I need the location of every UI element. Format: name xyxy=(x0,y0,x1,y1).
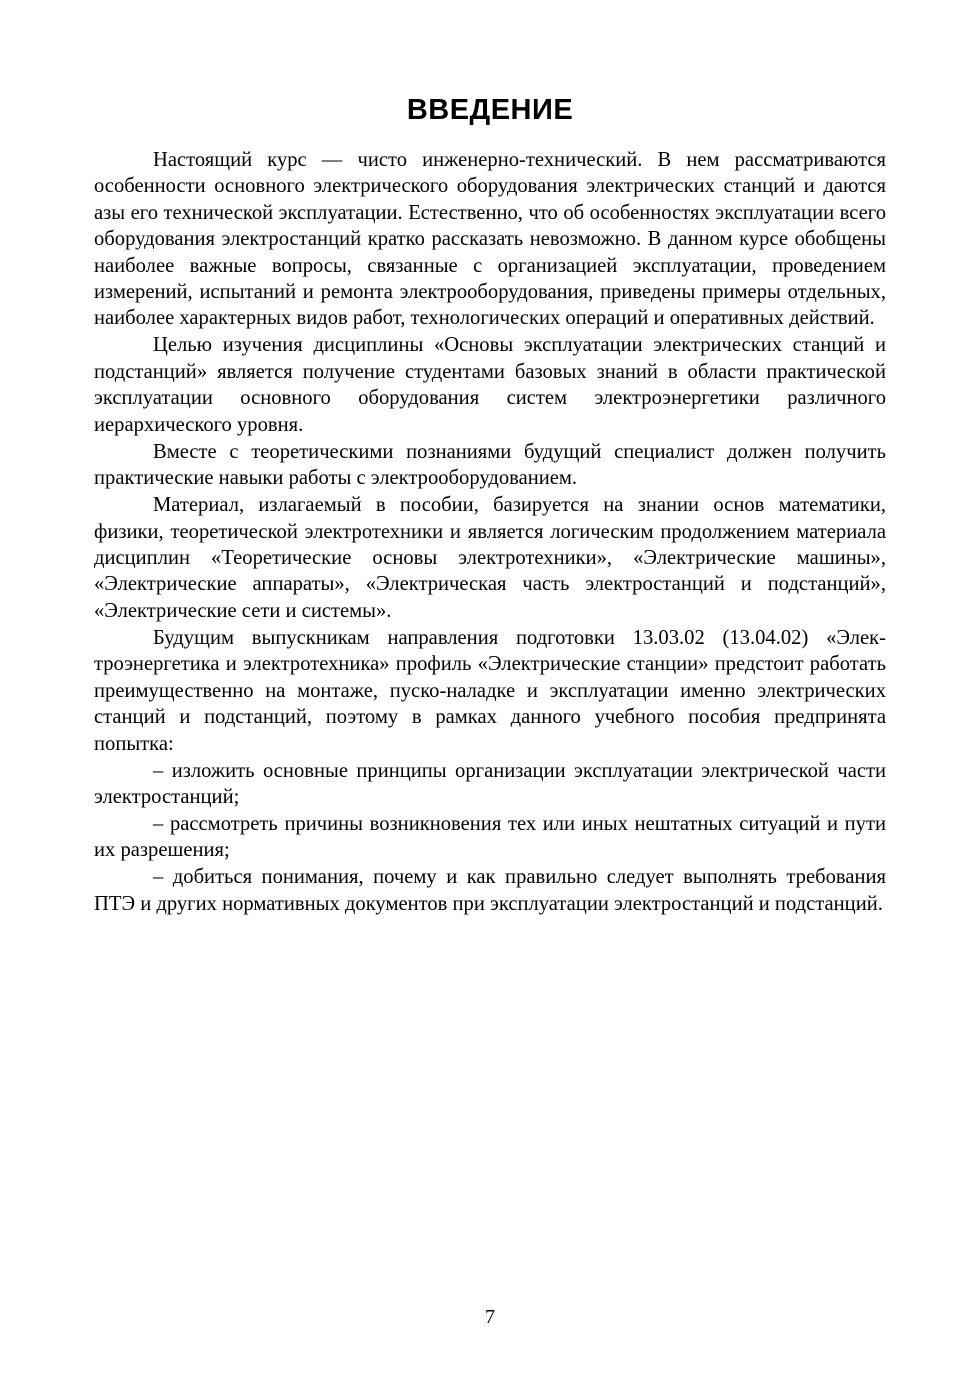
paragraph-graduates: Будущим выпускникам направления подготовки 13.03.02 (13.04.02) «Электроэнергетика и электротехника» профиль «Электрические станции» предстоит работать преимущественно на монтаже, пуско-наладке и эксплуатации именно электрических станций и подстанций, поэтому в рамках данного учебного пособия предпринята попытка: xyxy=(94,626,886,755)
body-text xyxy=(94,147,886,918)
list-item: – изложить основные принципы организации эксплуатации электрической части электростанций; xyxy=(94,759,886,808)
paragraph-material: Материал, излагаемый в пособии, базируется на знании основ математики, физики, теоретической электротехники и является логическим продолжением материала дисциплин «Теоретические основы электротехники», «Электрические машины», «Электрические аппараты», «Электрическая часть электростанций и подстанций», «Электрические сети и системы». xyxy=(94,494,886,622)
page-number: 7 xyxy=(485,1306,495,1328)
paragraph-intro: Настоящий курс — чисто инженерно-технический. В нем рассматриваются особенности основного электрического оборудования электрических станций и даются азы его технической эксплуатации. Естественно, что об особенностях эксплуатации всего оборудования электростанций кратко рассказать невозможно. В данном курсе обобщены наиболее важные вопросы, связанные с организацией эксплуатации, проведением измерений, испытаний и ремонта электрооборудования, приведены примеры отдельных, наиболее характерных видов работ, технологических операций и оперативных действий. xyxy=(94,149,886,330)
paragraph-goal: Целью изучения дисциплины «Основы эксплуатации электрических станций и подстанций» является получение студентами базовых знаний в области практической эксплуатации основного оборудования систем электроэнергетики различного иерархического уровня. xyxy=(94,334,886,436)
paragraph-skills: Вместе с теоретическими познаниями будущий специалист должен получить практические навыки работы с электрооборудованием. xyxy=(94,440,886,490)
list-item: – рассмотреть причины возникновения тех или иных нештатных ситуаций и пути их разрешения; xyxy=(94,813,886,862)
page-title: ВВЕДЕНИЕ xyxy=(406,94,574,126)
list-item: – добиться понимания, почему и как правильно следует выполнять требования ПТЭ и других нормативных документов при эксплуатации электростанций и подстанций. xyxy=(94,866,886,915)
